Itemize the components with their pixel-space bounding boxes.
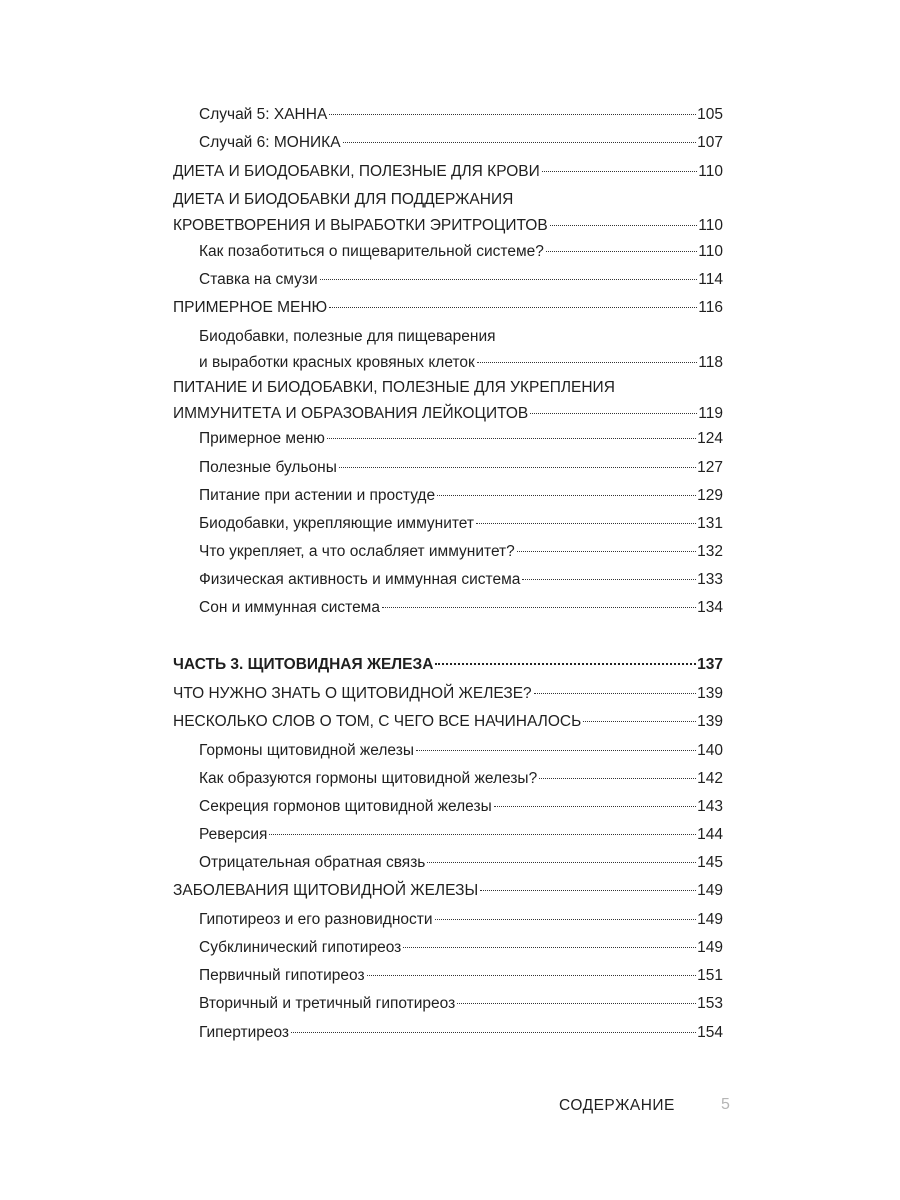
dot-leader [435, 918, 697, 920]
toc-entry [173, 187, 723, 239]
toc-entry-title: Сон и иммунная система [199, 599, 380, 616]
dot-leader [583, 720, 696, 722]
toc-entry [199, 850, 723, 876]
toc-entry-page: 133 [697, 571, 723, 588]
dot-leader [320, 278, 698, 280]
dot-leader [517, 550, 696, 552]
toc-entry-title: ЧТО НУЖНО ЗНАТЬ О ЩИТОВИДНОЙ ЖЕЛЕЗЕ? [173, 685, 532, 702]
toc-entry-title: Субклинический гипотиреоз [199, 939, 402, 956]
dot-leader [494, 805, 696, 807]
toc-entry-page: 127 [697, 459, 723, 476]
dot-leader [339, 466, 696, 468]
toc-entry [199, 239, 723, 265]
toc-entry [199, 963, 723, 989]
toc-entry [199, 426, 723, 452]
dot-leader [530, 412, 697, 414]
toc-entry [199, 794, 723, 820]
dot-leader [416, 749, 696, 751]
toc-entry-title: Примерное меню [199, 430, 325, 447]
dot-leader [343, 141, 697, 143]
toc-entry-title: ПРИМЕРНОЕ МЕНЮ [173, 299, 328, 316]
toc-entry-title: Вторичный и третичный гипотиреоз [199, 995, 456, 1012]
toc-part-heading [173, 652, 723, 678]
toc-entry [173, 709, 723, 735]
toc-entry-title: Ставка на смузи [199, 271, 318, 288]
toc-entry-title: КРОВЕТВОРЕНИЯ И ВЫРАБОТКИ ЭРИТРОЦИТОВ [173, 217, 548, 234]
toc-entry [199, 1020, 723, 1046]
toc-entry-page: 114 [698, 271, 723, 288]
toc-entry [199, 267, 723, 293]
toc-entry-page: 139 [697, 713, 723, 730]
toc-entry-page: 139 [697, 685, 723, 702]
toc-entry-page: 129 [697, 487, 723, 504]
toc-entry [173, 295, 723, 321]
toc-entry [199, 102, 723, 128]
dot-leader [539, 777, 696, 779]
toc-entry-title: Питание при астении и простуде [199, 487, 436, 504]
toc-entry-page: 116 [698, 299, 723, 316]
toc-entry-title: и выработки красных кровяных клеток [199, 354, 475, 371]
toc-entry-page: 143 [697, 798, 723, 815]
toc-entry-page: 110 [698, 217, 723, 234]
dot-leader [291, 1031, 696, 1033]
toc-entry [199, 567, 723, 593]
toc-entry [199, 483, 723, 509]
dot-leader [269, 833, 696, 835]
toc-entry-title: Отрицательная обратная связь [199, 854, 426, 871]
toc-entry-title: Секреция гормонов щитовидной железы [199, 798, 492, 815]
toc-entry-title: Как позаботиться о пищеварительной системе? [199, 243, 544, 260]
toc-entry [199, 935, 723, 961]
dot-leader [435, 662, 696, 665]
toc-entry-title: ЗАБОЛЕВАНИЯ ЩИТОВИДНОЙ ЖЕЛЕЗЫ [173, 882, 479, 899]
toc-entry-page: 119 [698, 405, 723, 422]
dot-leader [329, 306, 697, 308]
toc-entry-page: 137 [697, 656, 723, 673]
toc-entry-page: 124 [697, 430, 723, 447]
toc-entry-title: НЕСКОЛЬКО СЛОВ О ТОМ, С ЧЕГО ВСЕ НАЧИНАЛОСЬ [173, 713, 582, 730]
dot-leader [522, 578, 696, 580]
dot-leader [476, 522, 696, 524]
toc-entry [199, 130, 723, 156]
toc-entry [199, 738, 723, 764]
dot-leader [367, 974, 697, 976]
toc-entry-title-line1: ПИТАНИЕ И БИОДОБАВКИ, ПОЛЕЗНЫЕ ДЛЯ УКРЕПЛЕНИЯ [173, 379, 615, 396]
dot-leader [382, 606, 696, 608]
toc-entry-title: ЧАСТЬ 3. ЩИТОВИДНАЯ ЖЕЛЕЗА [173, 656, 434, 673]
dot-leader [477, 361, 698, 363]
toc-entry-page: 131 [697, 515, 723, 532]
toc-entry-title: Полезные бульоны [199, 459, 337, 476]
toc-entry-title: ИММУНИТЕТА И ОБРАЗОВАНИЯ ЛЕЙКОЦИТОВ [173, 405, 529, 422]
toc-entry-title-line1: ДИЕТА И БИОДОБАВКИ ДЛЯ ПОДДЕРЖАНИЯ [173, 191, 514, 208]
page-number: 5 [721, 1096, 730, 1113]
dot-leader [427, 861, 696, 863]
dot-leader [534, 692, 696, 694]
toc-entry-title: Гипотиреоз и его разновидности [199, 911, 433, 928]
toc-entry-title: Физическая активность и иммунная система [199, 571, 521, 588]
toc-entry-page: 149 [697, 882, 723, 899]
dot-leader [403, 946, 696, 948]
toc-entry [173, 681, 723, 707]
toc-entry-title: Гипертиреоз [199, 1024, 290, 1041]
toc-entry-page: 118 [698, 354, 723, 371]
toc-entry-title-line1: Биодобавки, полезные для пищеварения [199, 328, 496, 345]
dot-leader [550, 224, 698, 226]
toc-entry-page: 149 [697, 911, 723, 928]
dot-leader [546, 250, 697, 252]
toc-entry-title: Случай 6: МОНИКА [199, 134, 341, 151]
toc-entry-page: 105 [697, 106, 723, 123]
toc-entry-page: 151 [697, 967, 723, 984]
toc-entry-page: 142 [697, 770, 723, 787]
dot-leader [437, 494, 696, 496]
toc-entry-page: 132 [697, 543, 723, 560]
toc-entry [199, 455, 723, 481]
toc-entry-title: Биодобавки, укрепляющие иммунитет [199, 515, 475, 532]
toc-entry-page: 107 [697, 134, 723, 151]
toc-entry [199, 991, 723, 1017]
toc-entry [173, 878, 723, 904]
toc-entry-title: Случай 5: ХАННА [199, 106, 328, 123]
toc-entry [199, 511, 723, 537]
toc-entry-title: Первичный гипотиреоз [199, 967, 365, 984]
toc-entry [199, 324, 723, 376]
toc-entry-title: Реверсия [199, 826, 268, 843]
toc-entry [199, 766, 723, 792]
toc-entry-page: 154 [697, 1024, 723, 1041]
toc-entry-page: 110 [698, 163, 723, 180]
running-footer-title: СОДЕРЖАНИЕ [559, 1097, 675, 1114]
toc-entry-page: 149 [697, 939, 723, 956]
toc-entry-page: 153 [697, 995, 723, 1012]
toc-entry-title: Гормоны щитовидной железы [199, 742, 414, 759]
dot-leader [327, 437, 696, 439]
toc-entry-title: Что укрепляет, а что ослабляет иммунитет? [199, 543, 515, 560]
toc-entry [199, 822, 723, 848]
dot-leader [329, 113, 696, 115]
toc-entry-page: 140 [697, 742, 723, 759]
toc-entry-page: 110 [698, 243, 723, 260]
toc-entry [173, 375, 723, 427]
toc-entry-page: 134 [697, 599, 723, 616]
dot-leader [457, 1002, 696, 1004]
dot-leader [542, 170, 698, 172]
toc-entry-title: ДИЕТА И БИОДОБАВКИ, ПОЛЕЗНЫЕ ДЛЯ КРОВИ [173, 163, 540, 180]
toc-entry [199, 595, 723, 621]
toc-entry [173, 159, 723, 185]
toc-entry [199, 539, 723, 565]
dot-leader [480, 889, 696, 891]
toc-entry-page: 144 [697, 826, 723, 843]
toc-entry-title: Как образуются гормоны щитовидной железы? [199, 770, 538, 787]
toc-entry-page: 145 [697, 854, 723, 871]
toc-entry [199, 907, 723, 933]
